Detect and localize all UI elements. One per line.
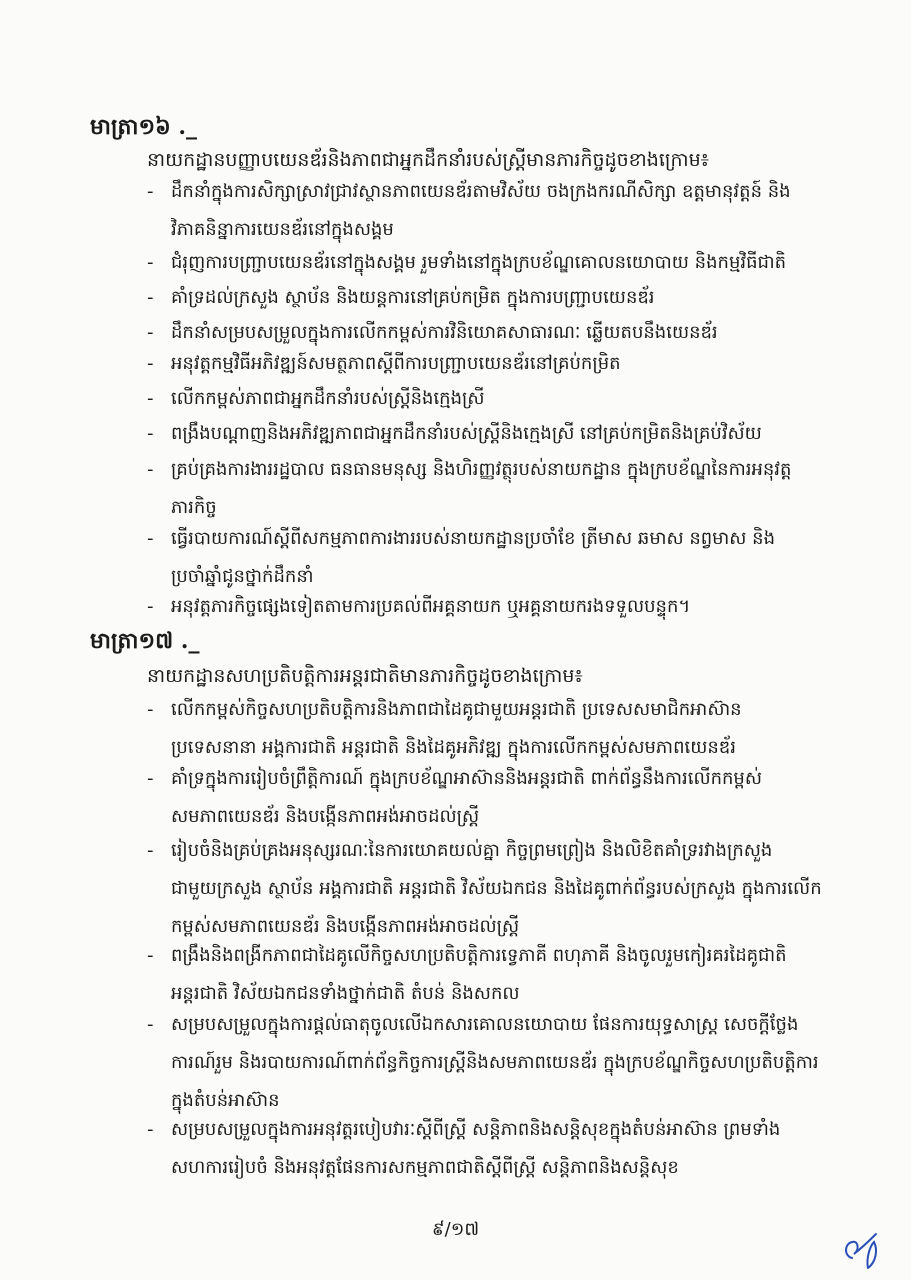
- list-item-text: អនុវត្តកម្មវិធីអភិវឌ្ឍន៍សមត្ថភាពស្តីពីការបញ្ជ្រាបយេនឌ័រនៅគ្រប់កម្រិត: [171, 353, 621, 374]
- bullet-dash: -: [147, 423, 154, 444]
- list-item: [147, 691, 827, 767]
- bullet-dash: -: [147, 699, 154, 720]
- article-17-heading: មាត្រា១៧ ._: [90, 628, 200, 654]
- list-item: [147, 588, 827, 626]
- initials-signature: [838, 1228, 886, 1272]
- list-item-text: លើកកម្ពស់កិច្ចសហប្រតិបត្តិការនិងភាពជាដៃគូជាមួយអន្តរជាតិ ប្រទេសសមាជិកអាស៊ាន ប្រទេសនានា អង្គការជាតិ អន្តរជាតិ និងដៃគូអភិវឌ្ឍ ក្នុងការលើកកម្ពស់សមភាពយេនឌ័រ: [171, 699, 742, 758]
- list-item: [147, 451, 827, 527]
- bullet-dash: -: [147, 388, 154, 409]
- bullet-dash: -: [147, 459, 154, 480]
- list-item: [147, 937, 827, 1013]
- bullet-dash: -: [147, 252, 154, 273]
- list-item-text: ធ្វើរបាយការណ៍ស្តីពីសកម្មភាពការងាររបស់នាយកដ្ឋានប្រចាំខែ ត្រីមាស ឆមាស នព្វមាស និង ប្រចាំឆ្នាំជូនថ្នាក់ដឹកនាំ: [171, 528, 776, 587]
- list-item: [147, 832, 827, 946]
- list-item-text: សម្របសម្រួលក្នុងការផ្តល់ធាតុចូលលើឯកសារគោលនយោបាយ ផែនការយុទ្ធសាស្ត្រ សេចក្តីថ្លែង ការណ៍រួម និងរបាយការណ៍ពាក់ព័ន្ធកិច្ចការស្ត្រីនិងសមភាពយេនឌ័រ ក្នុងក្របខ័ណ្ឌកិច្ចសហប្រតិបត្តិការ ក្នុងតំបន់អាស៊ាន: [171, 1014, 819, 1111]
- list-item: [147, 279, 827, 317]
- list-item-text: គាំទ្រក្នុងការរៀបចំព្រឹត្តិការណ៍ ក្នុងក្របខ័ណ្ឌអាស៊ាននិងអន្តរជាតិ ពាក់ព័ន្ធនឹងការលើកកម្ពស់ សមភាពយេនឌ័រ និងបង្កើនភាពអង់អាចដល់ស្ត្រី: [171, 768, 762, 827]
- article-16-intro: នាយកដ្ឋានបញ្ញាបយេនឌ័រនិងភាពជាអ្នកដឹកនាំរបស់ស្ត្រីមានភារកិច្ចដូចខាងក្រោម៖: [147, 149, 710, 171]
- list-item: [147, 1006, 827, 1120]
- list-item-text: ពង្រឹងនិងពង្រីកភាពជាដៃគូលើកិច្ចសហប្រតិបត្តិការទ្វេភាគី ពហុភាគី និងចូលរួមកៀរគរដៃគូជាតិ អន្តរជាតិ វិស័យឯកជនទាំងថ្នាក់ជាតិ តំបន់ និងសកល: [171, 945, 787, 1004]
- list-item: [147, 345, 827, 383]
- bullet-dash: -: [147, 322, 154, 343]
- list-item: [147, 1111, 827, 1187]
- bullet-dash: -: [147, 1014, 154, 1035]
- article-16-heading: មាត្រា១៦ ._: [90, 114, 197, 140]
- list-item-text: អនុវត្តភារកិច្ចផ្សេងទៀតតាមការប្រគល់ពីអគ្គនាយក ឬអគ្គនាយករងទទួលបន្ទុក។: [171, 596, 691, 617]
- bullet-dash: -: [147, 528, 154, 549]
- page-number: ៩/១៧: [431, 1219, 480, 1240]
- list-item-text: ពង្រឹងបណ្តាញនិងអភិវឌ្ឍភាពជាអ្នកដឹកនាំរបស់ស្ត្រីនិងក្មេងស្រី នៅគ្រប់កម្រិតនិងគ្រប់វិស័យ: [171, 423, 762, 444]
- bullet-dash: -: [147, 945, 154, 966]
- bullet-dash: -: [147, 353, 154, 374]
- bullet-dash: -: [147, 1119, 154, 1140]
- list-item: [147, 244, 827, 282]
- list-item-text: គ្រប់គ្រងការងាររដ្ឋបាល ធនធានមនុស្ស និងហិរញ្ញវត្ថុរបស់នាយកដ្ឋាន ក្នុងក្របខ័ណ្ឌនៃការអនុវត្ត ភារកិច្ច: [171, 459, 792, 518]
- list-item: [147, 415, 827, 453]
- bullet-dash: -: [147, 840, 154, 861]
- bullet-dash: -: [147, 596, 154, 617]
- list-item-text: ជំរុញការបញ្ជ្រាបយេនឌ័រនៅក្នុងសង្គម រួមទាំងនៅក្នុងក្របខ័ណ្ឌគោលនយោបាយ និងកម្មវិធីជាតិ: [171, 252, 787, 273]
- bullet-dash: -: [147, 287, 154, 308]
- list-item-text: គាំទ្រដល់ក្រសួង ស្ថាប័ន និងយន្តការនៅគ្រប់កម្រិត ក្នុងការបញ្ជ្រាបយេនឌ័រ: [171, 287, 655, 308]
- list-item-text: លើកកម្ពស់ភាពជាអ្នកដឹកនាំរបស់ស្ត្រីនិងក្មេងស្រី: [171, 388, 485, 409]
- list-item: [147, 520, 827, 596]
- list-item-text: ដឹកនាំក្នុងការសិក្សាស្រាវជ្រាវស្ថានភាពយេនឌ័រតាមវិស័យ ចងក្រងករណីសិក្សា ឧត្តមានុវត្តន៍ និង វិភាគនិន្នាការយេនឌ័រនៅក្នុងសង្គម: [171, 181, 791, 240]
- list-item-text: រៀបចំនិងគ្រប់គ្រងអនុស្សរណៈនៃការយោគយល់គ្នា កិច្ចព្រមព្រៀង និងលិខិតគាំទ្ររវាងក្រសួង ជាមួយក្រសួង ស្ថាប័ន អង្គការជាតិ អន្តរជាតិ វិស័យឯកជន និងដៃគូពាក់ព័ន្ធរបស់ក្រសួង ក្នុងការលើក កម្ពស់សមភាពយេនឌ័រ និងបង្កើនភាពអង់អាចដល់ស្ត្រី: [171, 840, 822, 937]
- article-17-intro: នាយកដ្ឋានសហប្រតិបត្តិការអន្តរជាតិមានភារកិច្ចដូចខាងក្រោម៖: [147, 665, 583, 687]
- list-item: [147, 173, 827, 249]
- bullet-dash: -: [147, 768, 154, 789]
- list-item: [147, 380, 827, 418]
- list-item-text: សម្របសម្រួលក្នុងការអនុវត្តរបៀបវារៈស្តីពីស្ត្រី សន្តិភាពនិងសន្តិសុខក្នុងតំបន់អាស៊ាន ព្រមទាំង សហការរៀបចំ និងអនុវត្តផែនការសកម្មភាពជាតិស្តីពីស្ត្រី សន្តិភាពនិងសន្តិសុខ: [171, 1119, 781, 1178]
- bullet-dash: -: [147, 181, 154, 202]
- list-item-text: ដឹកនាំសម្របសម្រួលក្នុងការលើកកម្ពស់ការវិនិយោគសាធារណៈ ឆ្លើយតបនឹងយេនឌ័រ: [171, 322, 718, 343]
- list-item: [147, 760, 827, 836]
